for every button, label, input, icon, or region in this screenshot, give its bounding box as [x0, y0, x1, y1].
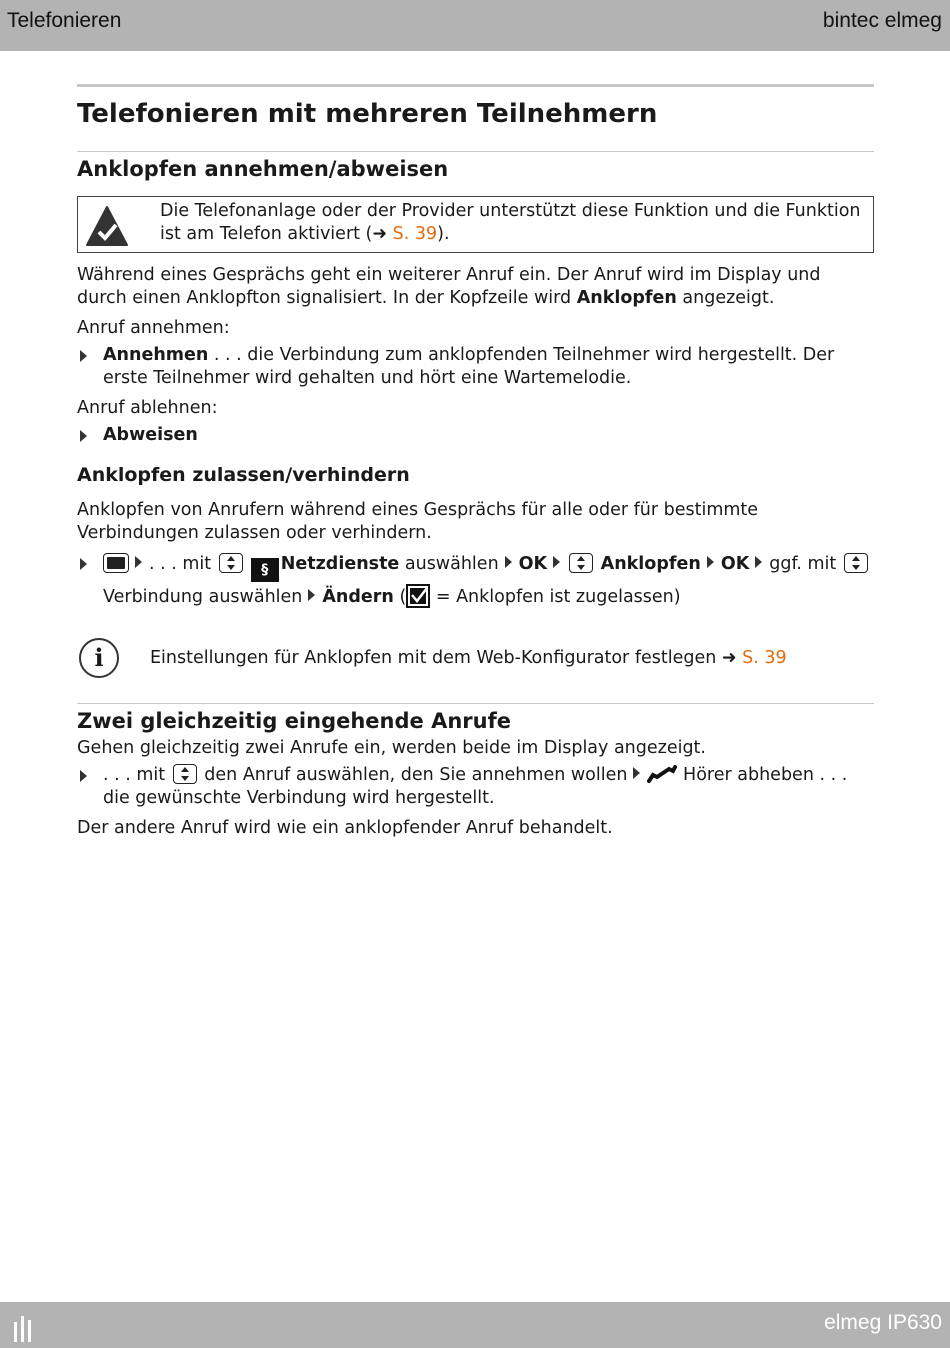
arrow-right-icon: ➜: [372, 224, 388, 244]
nav-key-icon: [219, 553, 243, 573]
step-select: auswählen: [399, 554, 499, 574]
section-divider: [77, 151, 874, 152]
step-ggf: ggf. mit: [769, 554, 837, 574]
paragraph-zulassen: Anklopfen von Anrufern während eines Gesprächs für alle oder für bestimmte Verbindungen zulassen oder verhindern.: [77, 500, 759, 543]
footer-product: elmeg IP630: [824, 1311, 942, 1334]
section-divider: [77, 703, 874, 704]
zwei-step: [77, 764, 874, 810]
step-arrow-icon: [505, 556, 512, 568]
aendern-key: Ändern: [322, 587, 394, 607]
zwei-step-end: Hörer abheben . . . die gewünschte Verbindung wird hergestellt.: [103, 765, 848, 808]
intro-text: Während eines Gesprächs geht ein weiterer Anruf ein. Der Anruf wird im Display und durch einen Anklopfton signalisiert. In der Kopfzeile wird: [77, 265, 821, 308]
note-text: Die Telefonanlage oder der Provider unterstützt diese Funktion und die Funktion ist am Telefon aktiviert (: [160, 201, 861, 244]
title-divider: [77, 84, 874, 87]
footer-logo-icon: [12, 1314, 36, 1346]
step-arrow-icon: [755, 556, 762, 568]
bullet-arrow-icon: [80, 558, 87, 570]
reject-label: Anruf ablehnen:: [77, 398, 218, 418]
ok-key-1: OK: [518, 554, 548, 574]
nav-key-icon: [173, 764, 197, 784]
accept-key: Annehmen: [103, 345, 209, 365]
accept-label: Anruf annehmen:: [77, 318, 230, 338]
step-zugelassen: = Anklopfen ist zugelassen): [430, 587, 681, 607]
checkbox-checked-icon: [406, 584, 430, 608]
info-icon: i: [79, 638, 119, 678]
page-title: Telefonieren mit mehreren Teilnehmern: [77, 99, 658, 129]
header-brand: bintec elmeg: [822, 9, 942, 32]
accept-step: [77, 344, 874, 390]
footer-bar: [0, 1302, 950, 1348]
accept-text: . . . die Verbindung zum anklopfenden Teilnehmer wird hergestellt. Der erste Teilnehmer wird gehalten und hört eine Wartemelodie.: [103, 345, 835, 388]
zwei-step-select: den Anruf auswählen, den Sie annehmen wollen: [198, 765, 628, 785]
prerequisite-text: [160, 200, 868, 246]
zwei-step-mit: . . . mit: [103, 765, 166, 785]
info-note: [77, 632, 874, 692]
info-text: Einstellungen für Anklopfen mit dem Web-Konfigurator festlegen: [150, 648, 722, 668]
paragraph-zwei: Gehen gleichzeitig zwei Anrufe ein, werden beide im Display angezeigt.: [77, 738, 706, 758]
arrow-right-icon: ➜: [721, 648, 737, 668]
paragraph-last: Der andere Anruf wird wie ein anklopfender Anruf behandelt.: [77, 818, 613, 838]
anklopfen-label: Anklopfen: [600, 554, 701, 574]
page-content: [77, 84, 874, 840]
intro-bold: Anklopfen: [576, 288, 677, 308]
section-title-zwei: Zwei gleichzeitig eingehende Anrufe: [77, 709, 511, 733]
step-mit: . . . mit: [149, 554, 212, 574]
header-bar: [0, 0, 950, 51]
prerequisite-note: [77, 196, 874, 253]
info-page-link[interactable]: S. 39: [742, 648, 787, 668]
step-arrow-icon: [633, 767, 640, 779]
header-chapter: Telefonieren: [7, 9, 122, 32]
step-verbindung: Verbindung auswählen: [103, 587, 303, 607]
paragraph-intro: [77, 264, 874, 310]
section-title-zulassen: Anklopfen zulassen/verhindern: [77, 464, 410, 486]
nav-key-icon: [844, 553, 868, 573]
step-arrow-icon: [553, 556, 560, 568]
handset-icon: [647, 765, 677, 785]
note-page-link[interactable]: S. 39: [392, 224, 438, 244]
prerequisite-check-icon: [86, 205, 128, 254]
bullet-arrow-icon: [80, 350, 87, 362]
info-text-wrap: [150, 647, 787, 670]
bullet-arrow-icon: [80, 770, 87, 782]
menu-key-icon: [103, 553, 129, 573]
netzdienste-icon: §: [251, 558, 279, 582]
step-arrow-icon: [707, 556, 714, 568]
netzdienste-label: Netzdienste: [280, 554, 400, 574]
nav-key-icon: [569, 553, 593, 573]
reject-step: [77, 424, 874, 447]
ok-key-2: OK: [720, 554, 750, 574]
step-arrow-icon: [308, 589, 315, 601]
note-end: ).: [437, 224, 450, 244]
zulassen-step: . . . mit § Netzdienste auswählen OK Anklopfen OK ggf. mit Verbindung auswählen Ändern ( = Anklopfen ist zugelassen): [77, 549, 874, 612]
intro-end: angezeigt.: [676, 288, 775, 308]
section-title-anklopfen: Anklopfen annehmen/abweisen: [77, 157, 449, 181]
bullet-arrow-icon: [80, 430, 87, 442]
step-arrow-icon: [135, 556, 142, 568]
reject-key: Abweisen: [103, 425, 198, 445]
